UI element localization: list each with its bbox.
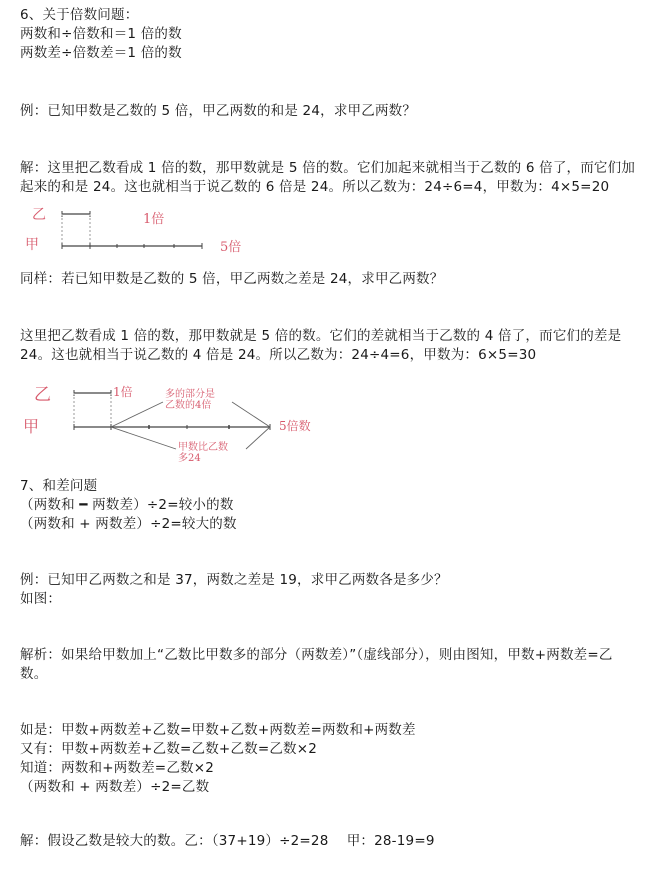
diagram-1-label-1x: 1倍 (143, 212, 165, 227)
section-7-title: 7、和差问题 (20, 478, 98, 494)
example-3-question: 例：已知甲乙两数之和是 37，两数之差是 19，求甲乙两数各是多少？ (20, 572, 448, 588)
derivation-line-2: 又有：甲数+两数差+乙数=乙数+乙数=乙数×2 (20, 741, 318, 757)
diagram-2-annotation-top-2: 乙数的4倍 (165, 400, 212, 411)
diagram-sum-multiple (0, 200, 280, 262)
section-6-title: 6、关于倍数问题： (20, 7, 139, 23)
derivation-line-3: 知道：两数和+两数差=乙数×2 (20, 760, 215, 776)
section-6-rule-1: 两数和÷倍数和＝1 倍的数 (20, 26, 182, 42)
section-6-rule-2: 两数差÷倍数差＝1 倍的数 (20, 45, 182, 61)
example-2-question: 同样：若已知甲数是乙数的 5 倍，甲乙两数之差是 24，求甲乙两数？ (20, 271, 444, 287)
derivation-line-4: （两数和 + 两数差）÷2=乙数 (20, 779, 210, 795)
section-7-rule-2: （两数和 + 两数差）÷2=较大的数 (20, 516, 237, 532)
example-3-figure-ref: 如图： (20, 591, 62, 607)
diagram-1-label-5x: 5倍 (220, 240, 242, 255)
diagram-2-annotation-bottom-1: 甲数比乙数 (178, 442, 228, 453)
diagram-2-label-yi: 乙 (34, 385, 51, 405)
example-1-solution-line-2: 起来的和是 24。这也就相当于说乙数的 6 倍是 24。所以乙数为：24÷6=4，甲数为：4×5=20 (20, 179, 610, 195)
diagram-1-label-yi: 乙 (32, 207, 46, 223)
example-3-analysis-line-2: 数。 (20, 666, 48, 682)
section-7-rule-1: （两数和 ━ 两数差）÷2=较小的数 (20, 497, 234, 513)
derivation-line-1: 如是：甲数+两数差+乙数=甲数+乙数+两数差=两数和+两数差 (20, 722, 416, 738)
diagram-2-annotation-top-1: 多的部分是 (165, 389, 215, 400)
example-1-question: 例：已知甲数是乙数的 5 倍，甲乙两数的和是 24，求甲乙两数？ (20, 103, 417, 119)
diagram-2-label-jia: 甲 (23, 417, 40, 436)
diagram-2-lines (0, 372, 340, 470)
diagram-2-annotation-bottom-2: 多24 (178, 453, 201, 464)
example-1-solution-line-1: 解：这里把乙数看成 1 倍的数，那甲数就是 5 倍的数。它们加起来就相当于乙数的 6 倍了，而它们加 (20, 160, 636, 176)
diagram-difference-multiple (0, 372, 340, 470)
example-3-solution: 解：假设乙数是较大的数。乙：（37+19）÷2=28 甲：28-19=9 (20, 833, 435, 849)
diagram-1-label-jia: 甲 (25, 237, 39, 253)
diagram-1-lines (0, 200, 280, 262)
diagram-2-label-1x: 1倍 (113, 385, 133, 399)
diagram-2-label-5x: 5倍数 (279, 419, 311, 433)
example-2-solution-line-1: 这里把乙数看成 1 倍的数，那甲数就是 5 倍的数。它们的差就相当于乙数的 4 倍了，而它们的差是 (20, 328, 622, 344)
example-3-analysis-line-1: 解析：如果给甲数加上“乙数比甲数多的部分（两数差）”（虚线部分），则由图知，甲数+两数差=乙 (20, 647, 613, 663)
example-2-solution-line-2: 24。这也就相当于说乙数的 4 倍是 24。所以乙数为：24÷4=6，甲数为：6×5=30 (20, 347, 537, 363)
